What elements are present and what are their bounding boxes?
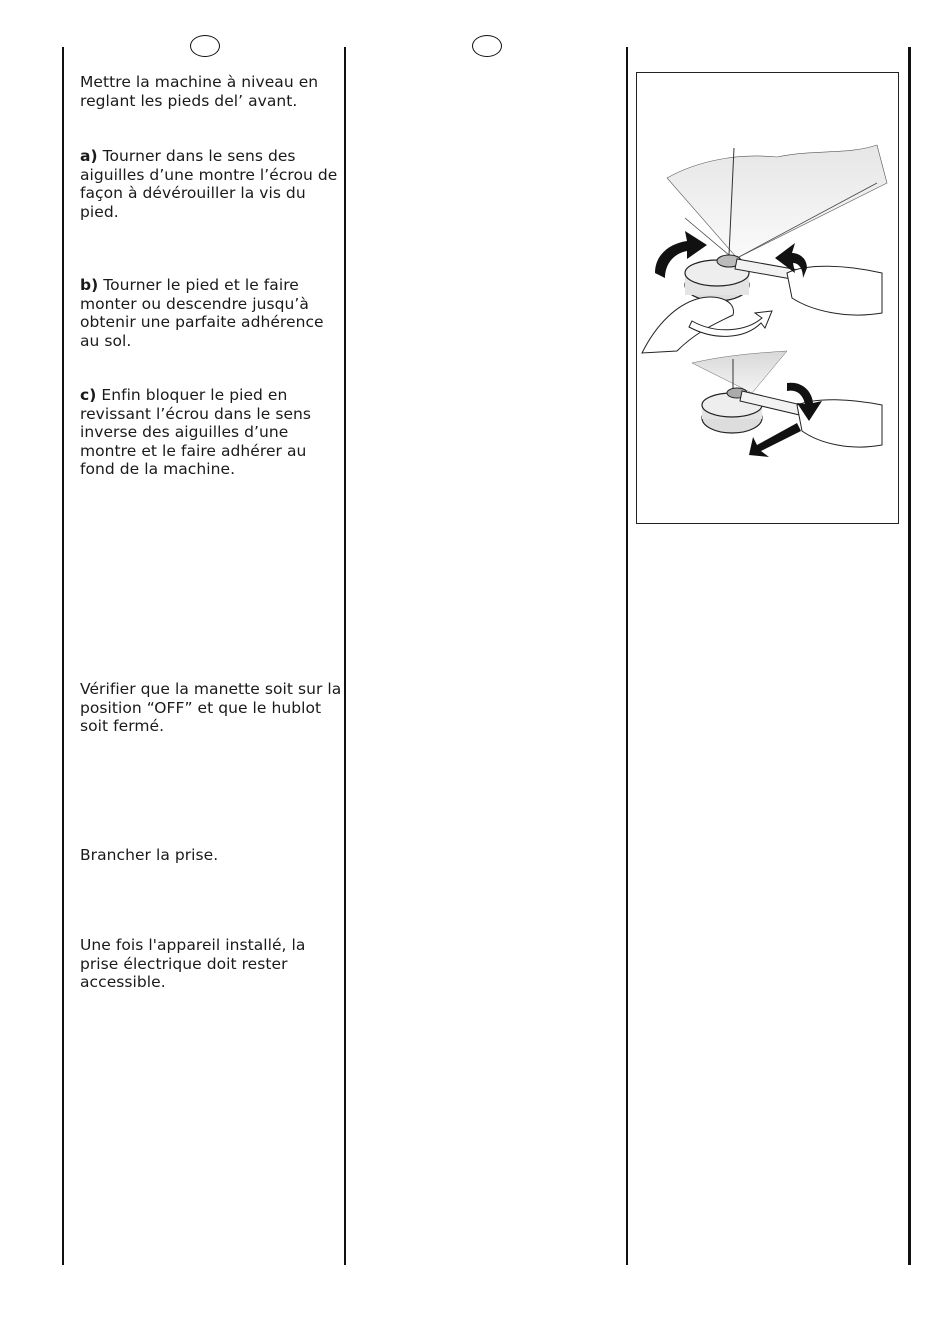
plug-paragraph: Brancher la prise.: [80, 846, 219, 864]
step-c-paragraph: [80, 386, 342, 479]
step-a-text: Tourner dans le sens des aiguilles d’une montre l’écrou de façon à dévérouiller la vis du pied.: [80, 147, 338, 221]
step-b-label: b): [80, 276, 99, 294]
column-divider-left: [62, 47, 64, 1265]
verify-paragraph: Vérifier que la manette soit sur la position “OFF” et que le hublot soit fermé.: [80, 680, 342, 735]
language-flag-icon: [190, 35, 220, 57]
foot-adjustment-figure: [636, 72, 899, 524]
page-edge-divider: [908, 47, 911, 1265]
step-b-paragraph: [80, 276, 342, 350]
wrench-foot-adjust-illustration: [637, 73, 898, 523]
language-flag-icon: [472, 35, 502, 57]
step-a-paragraph: [80, 147, 342, 221]
step-b-text: Tourner le pied et le faire monter ou descendre jusqu’à obtenir une parfaite adhérence au sol.: [80, 276, 324, 350]
column-divider-right: [626, 47, 628, 1265]
column-divider-middle: [344, 47, 346, 1265]
step-a-label: a): [80, 147, 98, 165]
access-paragraph: Une fois l'appareil installé, la prise électrique doit rester accessible.: [80, 936, 306, 991]
step-c-label: c): [80, 386, 97, 404]
step-c-text: Enfin bloquer le pied en revissant l’écrou dans le sens inverse des aiguilles d’une montre et le faire adhérer au fond de la machine.: [80, 386, 312, 478]
intro-paragraph: Mettre la machine à niveau en reglant les pieds del’ avant.: [80, 73, 319, 110]
